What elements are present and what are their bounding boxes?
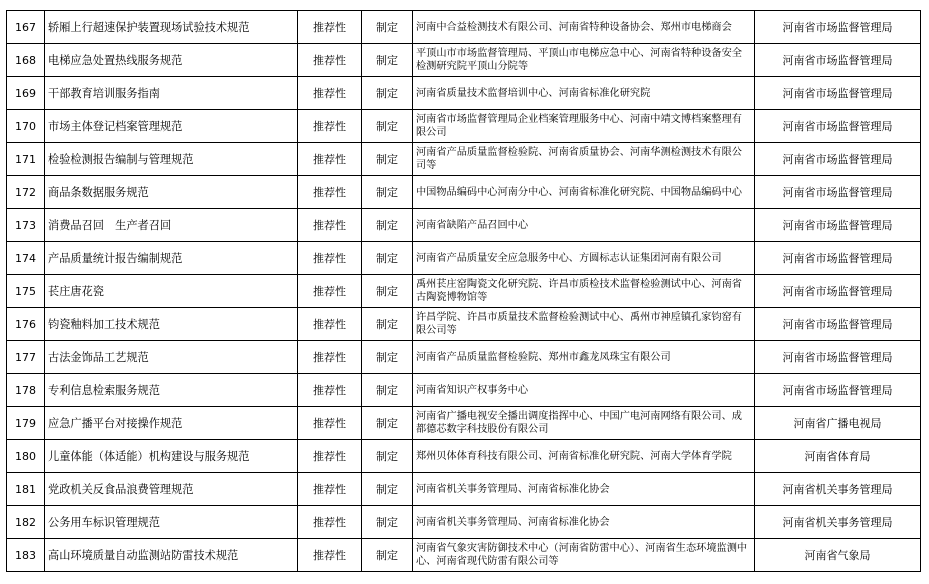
project-kind: 制定 [362, 374, 413, 407]
standard-type: 推荐性 [298, 242, 362, 275]
standard-name: 轿厢上行超速保护装置现场试验技术规范 [45, 11, 298, 44]
drafting-organizations: 河南中合益检测技术有限公司、河南省特种设备协会、郑州市电梯商会 [413, 11, 755, 44]
table-row [7, 209, 921, 242]
drafting-organizations: 河南省机关事务管理局、河南省标准化协会 [413, 473, 755, 506]
row-number: 177 [7, 341, 45, 374]
project-kind: 制定 [362, 242, 413, 275]
standard-name: 专利信息检索服务规范 [45, 374, 298, 407]
project-kind: 制定 [362, 407, 413, 440]
competent-authority: 河南省机关事务管理局 [755, 473, 921, 506]
standards-table [6, 10, 921, 572]
table-row [7, 77, 921, 110]
drafting-organizations: 平顶山市市场监督管理局、平顶山市电梯应急中心、河南省特种设备安全检测研究院平顶山分院等 [413, 44, 755, 77]
standard-name: 消费品召回 生产者召回 [45, 209, 298, 242]
standard-type: 推荐性 [298, 308, 362, 341]
competent-authority: 河南省机关事务管理局 [755, 506, 921, 539]
project-kind: 制定 [362, 440, 413, 473]
row-number: 178 [7, 374, 45, 407]
standard-name: 商品条数据服务规范 [45, 176, 298, 209]
drafting-organizations: 河南省知识产权事务中心 [413, 374, 755, 407]
standard-name: 苌庄唐花瓷 [45, 275, 298, 308]
row-number: 174 [7, 242, 45, 275]
row-number: 168 [7, 44, 45, 77]
standard-type: 推荐性 [298, 440, 362, 473]
standard-type: 推荐性 [298, 77, 362, 110]
standard-name: 高山环境质量自动监测站防雷技术规范 [45, 539, 298, 572]
table-body [7, 11, 921, 572]
standard-name: 儿童体能（体适能）机构建设与服务规范 [45, 440, 298, 473]
table-row [7, 110, 921, 143]
drafting-organizations: 河南省产品质量安全应急服务中心、方圆标志认证集团河南有限公司 [413, 242, 755, 275]
standard-type: 推荐性 [298, 11, 362, 44]
table-row [7, 275, 921, 308]
drafting-organizations: 禹州苌庄窑陶瓷文化研究院、许昌市质检技术监督检验测试中心、河南省古陶瓷博物馆等 [413, 275, 755, 308]
row-number: 170 [7, 110, 45, 143]
table-row [7, 242, 921, 275]
drafting-organizations: 河南省产品质量监督检验院、河南省质量协会、河南华测检测技术有限公司等 [413, 143, 755, 176]
drafting-organizations: 河南省产品质量监督检验院、郑州市鑫龙凤珠宝有限公司 [413, 341, 755, 374]
row-number: 171 [7, 143, 45, 176]
standard-name: 干部教育培训服务指南 [45, 77, 298, 110]
standard-type: 推荐性 [298, 44, 362, 77]
project-kind: 制定 [362, 176, 413, 209]
project-kind: 制定 [362, 506, 413, 539]
row-number: 180 [7, 440, 45, 473]
table-row [7, 440, 921, 473]
drafting-organizations: 河南省广播电视安全播出调度指挥中心、中国广电河南网络有限公司、成都德芯数字科技股份有限公司 [413, 407, 755, 440]
competent-authority: 河南省市场监督管理局 [755, 44, 921, 77]
competent-authority: 河南省市场监督管理局 [755, 341, 921, 374]
table-row [7, 341, 921, 374]
standard-type: 推荐性 [298, 110, 362, 143]
standard-type: 推荐性 [298, 374, 362, 407]
standard-name: 检验检测报告编制与管理规范 [45, 143, 298, 176]
table-row [7, 506, 921, 539]
drafting-organizations: 河南省机关事务管理局、河南省标准化协会 [413, 506, 755, 539]
project-kind: 制定 [362, 143, 413, 176]
row-number: 183 [7, 539, 45, 572]
competent-authority: 河南省市场监督管理局 [755, 209, 921, 242]
table-row [7, 44, 921, 77]
row-number: 173 [7, 209, 45, 242]
standard-type: 推荐性 [298, 407, 362, 440]
project-kind: 制定 [362, 11, 413, 44]
table-row [7, 143, 921, 176]
row-number: 172 [7, 176, 45, 209]
table-row [7, 176, 921, 209]
drafting-organizations: 许昌学院、许昌市质量技术监督检验测试中心、禹州市神垕镇孔家钧窑有限公司等 [413, 308, 755, 341]
table-row [7, 11, 921, 44]
competent-authority: 河南省市场监督管理局 [755, 110, 921, 143]
row-number: 179 [7, 407, 45, 440]
standard-name: 产品质量统计报告编制规范 [45, 242, 298, 275]
competent-authority: 河南省市场监督管理局 [755, 242, 921, 275]
standard-name: 电梯应急处置热线服务规范 [45, 44, 298, 77]
competent-authority: 河南省市场监督管理局 [755, 77, 921, 110]
drafting-organizations: 河南省气象灾害防御技术中心（河南省防雷中心）、河南省生态环境监测中心、河南省现代防雷有限公司等 [413, 539, 755, 572]
drafting-organizations: 河南省质量技术监督培训中心、河南省标准化研究院 [413, 77, 755, 110]
standard-name: 市场主体登记档案管理规范 [45, 110, 298, 143]
competent-authority: 河南省市场监督管理局 [755, 176, 921, 209]
project-kind: 制定 [362, 275, 413, 308]
standard-name: 党政机关反食品浪费管理规范 [45, 473, 298, 506]
competent-authority: 河南省广播电视局 [755, 407, 921, 440]
project-kind: 制定 [362, 77, 413, 110]
row-number: 181 [7, 473, 45, 506]
project-kind: 制定 [362, 308, 413, 341]
row-number: 169 [7, 77, 45, 110]
project-kind: 制定 [362, 341, 413, 374]
drafting-organizations: 河南省市场监督管理局企业档案管理服务中心、河南中靖文博档案整理有限公司 [413, 110, 755, 143]
standard-type: 推荐性 [298, 506, 362, 539]
row-number: 176 [7, 308, 45, 341]
standard-type: 推荐性 [298, 143, 362, 176]
standard-type: 推荐性 [298, 176, 362, 209]
project-kind: 制定 [362, 209, 413, 242]
table-row [7, 407, 921, 440]
competent-authority: 河南省市场监督管理局 [755, 143, 921, 176]
table-row [7, 374, 921, 407]
project-kind: 制定 [362, 44, 413, 77]
project-kind: 制定 [362, 473, 413, 506]
drafting-organizations: 郑州贝体体育科技有限公司、河南省标准化研究院、河南大学体育学院 [413, 440, 755, 473]
standard-type: 推荐性 [298, 341, 362, 374]
drafting-organizations: 中国物品编码中心河南分中心、河南省标准化研究院、中国物品编码中心 [413, 176, 755, 209]
standard-name: 应急广播平台对接操作规范 [45, 407, 298, 440]
project-kind: 制定 [362, 110, 413, 143]
standard-type: 推荐性 [298, 275, 362, 308]
project-kind: 制定 [362, 539, 413, 572]
table-row [7, 473, 921, 506]
row-number: 167 [7, 11, 45, 44]
standard-name: 公务用车标识管理规范 [45, 506, 298, 539]
standard-type: 推荐性 [298, 539, 362, 572]
standard-name: 古法金饰品工艺规范 [45, 341, 298, 374]
competent-authority: 河南省市场监督管理局 [755, 11, 921, 44]
row-number: 175 [7, 275, 45, 308]
competent-authority: 河南省市场监督管理局 [755, 275, 921, 308]
standard-name: 钧瓷釉料加工技术规范 [45, 308, 298, 341]
drafting-organizations: 河南省缺陷产品召回中心 [413, 209, 755, 242]
standard-type: 推荐性 [298, 473, 362, 506]
competent-authority: 河南省市场监督管理局 [755, 374, 921, 407]
competent-authority: 河南省气象局 [755, 539, 921, 572]
table-row [7, 308, 921, 341]
competent-authority: 河南省体育局 [755, 440, 921, 473]
competent-authority: 河南省市场监督管理局 [755, 308, 921, 341]
row-number: 182 [7, 506, 45, 539]
standard-type: 推荐性 [298, 209, 362, 242]
table-row [7, 539, 921, 572]
